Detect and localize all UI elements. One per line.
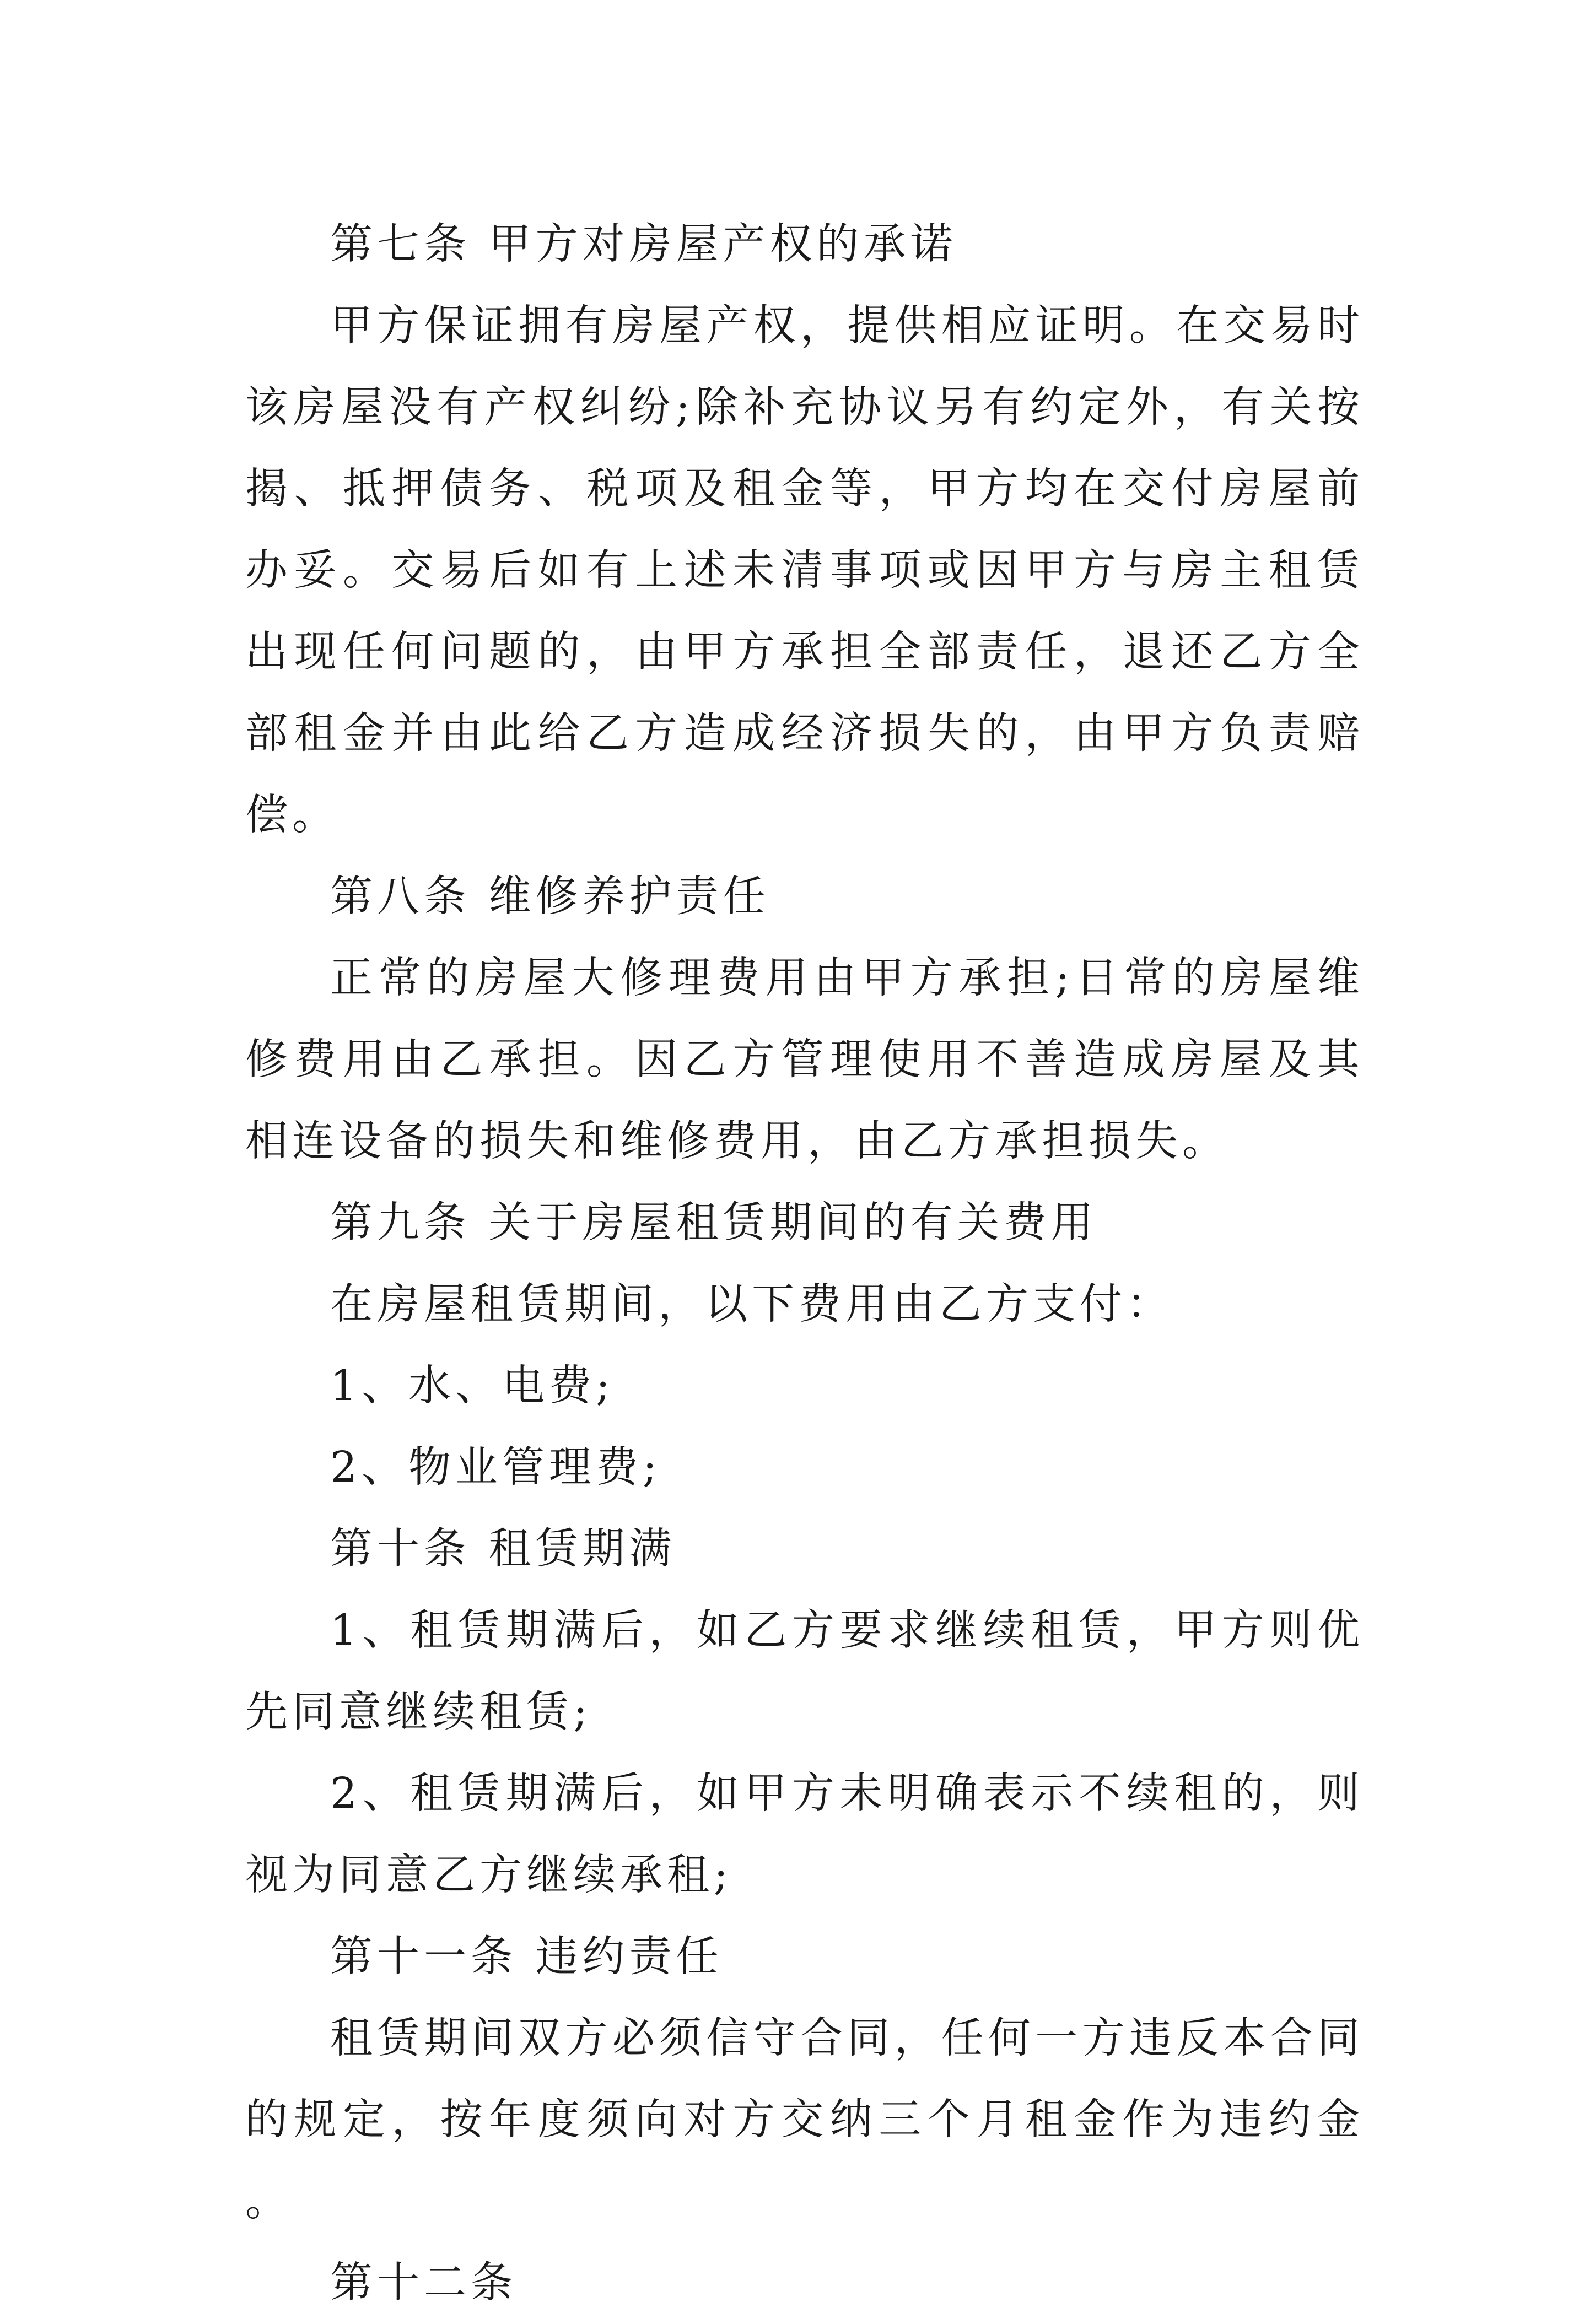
article-9-item-1: 1、水、电费; bbox=[330, 1361, 615, 1410]
article-10-heading: 第十条 租赁期满 bbox=[330, 1525, 676, 1574]
article-10-item-1: 1、租赁期满后，如乙方要求继续租赁，甲方则优先同意继续租赁; bbox=[245, 1606, 1364, 1737]
article-9-item-2: 2、物业管理费; bbox=[330, 1443, 661, 1492]
article-9-heading: 第九条 关于房屋租赁期间的有关费用 bbox=[330, 1198, 1098, 1247]
article-8-heading: 第八条 维修养护责任 bbox=[330, 872, 770, 921]
article-9-intro: 在房屋租赁期间，以下费用由乙方支付： bbox=[330, 1280, 1173, 1329]
article-8-text: 正常的房屋大修理费用由甲方承担;日常的房屋维修费用由乙承担。因乙方管理使用不善造成房屋及其相连设备的损失和维修费用，由乙方承担损失。 bbox=[245, 954, 1364, 1166]
article-11-heading: 第十一条 违约责任 bbox=[330, 1932, 723, 1981]
article-12-heading: 第十二条 bbox=[330, 2258, 518, 2307]
article-11-text: 租赁期间双方必须信守合同，任何一方违反本合同的规定，按年度须向对方交纳三个月租金作为违约金。 bbox=[245, 2014, 1364, 2226]
article-10-item-2: 2、租赁期满后，如甲方未明确表示不续租的，则视为同意乙方继续承租; bbox=[245, 1769, 1364, 1900]
article-7-text: 甲方保证拥有房屋产权，提供相应证明。在交易时该房屋没有产权纠纷;除补充协议另有约定外，有关按揭、抵押债务、税项及租金等，甲方均在交付房屋前办妥。交易后如有上述未清事项或因甲方与房主租赁出现任何问题的，由甲方承担全部责任，退还乙方全部租金并由此给乙方造成经济损失的，由甲方负责赔偿。 bbox=[245, 301, 1364, 840]
document-body bbox=[245, 204, 1364, 2324]
article-7-heading: 第七条 甲方对房屋产权的承诺 bbox=[330, 220, 957, 269]
